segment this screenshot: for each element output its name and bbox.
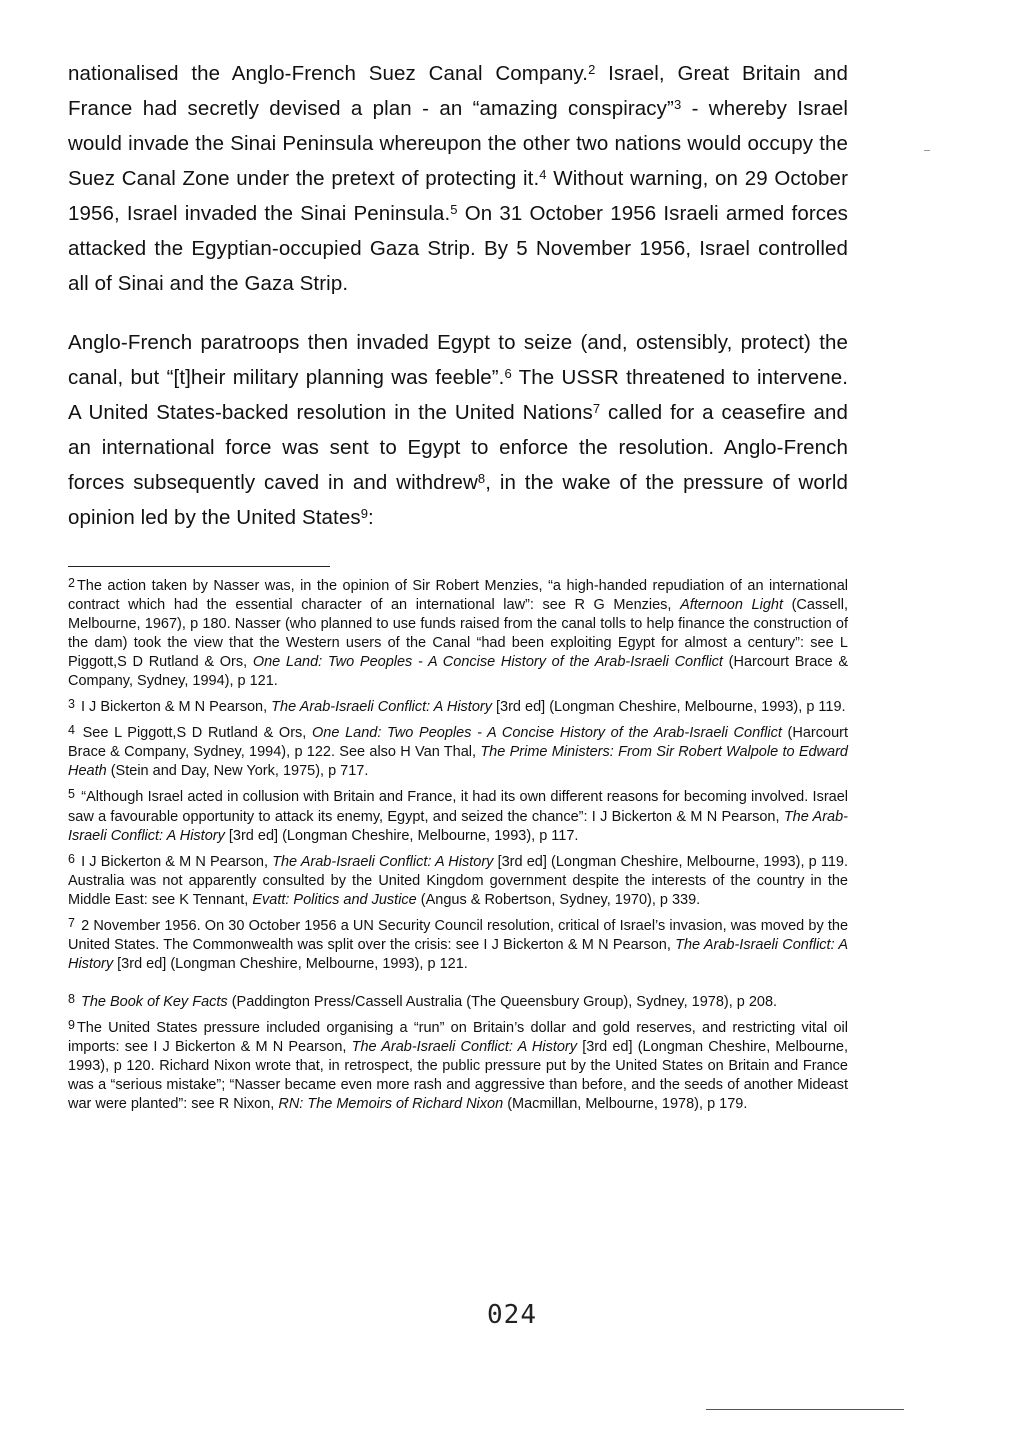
footnote-text: The action taken by Nasser was, in the opinion of Sir Robert Menzies, “a high-handed repudiation of an international contract which had the essential character of an international law”: see R G Menzies, xyxy=(68,578,848,614)
footnote-text: [3rd ed] (Longman Cheshire, Melbourne, 1993), p 119. Australia was not apparently consulted by the United Kingdom government despite the interests of the country in the Middle East: see K Tennant, xyxy=(68,853,848,908)
footnote-ref-3: 3 xyxy=(673,97,682,113)
footnote-text: (Stein and Day, New York, 1975), p 717. xyxy=(106,763,369,780)
body-text-run: : xyxy=(368,506,374,529)
citation-title: One Land: Two Peoples - A Concise History of the Arab-Israeli Conflict xyxy=(252,654,723,671)
scan-line xyxy=(706,1409,904,1410)
body-text-run: The USSR threatened to intervene. A United States-backed resolution in the United Nations xyxy=(68,366,848,424)
footnote-text: [3rd ed] (Longman Cheshire, Melbourne, 1993), p 117. xyxy=(224,827,579,844)
footnote-number: 9 xyxy=(68,1017,75,1032)
footnote-ref-6: 6 xyxy=(504,366,512,382)
citation-title: Evatt: Politics and Justice xyxy=(252,891,417,908)
citation-title: The Prime Ministers: From Sir Robert Walpole to Edward Heath xyxy=(68,744,848,780)
footnote-9 xyxy=(68,1016,848,1114)
footnote-number: 2 xyxy=(68,576,75,590)
body-text-run: Without warning, on 29 October 1956, Israel invaded the Sinai Peninsula. xyxy=(68,167,848,225)
footnote-text: [3rd ed] (Longman Cheshire, Melbourne, 1993), p 121. xyxy=(113,955,468,972)
body-paragraph-2 xyxy=(68,325,848,535)
citation-title: The Arab-Israeli Conflict: A History xyxy=(272,853,494,870)
citation-title: Afternoon Light xyxy=(680,597,783,614)
footnote-3 xyxy=(68,695,848,717)
body-text-run: , in the wake of the pressure of world opinion led by the United States xyxy=(68,471,848,529)
footnote-text: “Although Israel acted in collusion with Britain and France, it had its own different reasons for becoming involved. Israel saw a favourable opportunity to attack its enemy, Egypt, and seized the chance”: I J Bickerton & M N Pearson, xyxy=(68,789,849,825)
footnote-separator xyxy=(68,566,330,567)
body-text-run: On 31 October 1956 Israeli armed forces attacked the Egyptian-occupied Gaza Strip. By 5 November 1956, Israel controlled all of Sinai and the Gaza Strip. xyxy=(68,202,848,295)
body-text-run: called for a ceasefire and an international force was sent to Egypt to enforce the resolution. Anglo-French forces subsequently caved in and withdrew xyxy=(68,401,849,494)
body-paragraph-1 xyxy=(68,56,848,301)
citation-title: The Arab-Israeli Conflict: A History xyxy=(351,1039,578,1055)
footnote-number: 4 xyxy=(68,723,75,738)
footnote-ref-5: 5 xyxy=(450,202,458,218)
body-text-run: - whereby Israel would invade the Sinai Peninsula whereupon the other two nations would occupy the Suez Canal Zone under the pretext of protecting it. xyxy=(68,97,848,190)
footnote-text: (Cassell, Melbourne, 1967), p 180. Nasser (who planned to use funds raised from the canal tolls to help finance the construction of the dam) took the view that the Western users of the Canal “had been exploiting Egypt for almost a century”: see L Piggott,S D Rutland & Ors, xyxy=(68,597,848,671)
footnote-text: [3rd ed] (Longman Cheshire, Melbourne, 1993), p 120. Richard Nixon wrote that, in retrospect, the public pressure put by the United States on Britain and France was a “serious mistake”; “Nasser became even more rash and aggressive than before, and the seeds of another Mideast war were planted”: see R Nixon, xyxy=(68,1039,848,1112)
footnote-ref-2: 2 xyxy=(588,62,596,78)
footnotes xyxy=(68,574,848,1118)
footnote-8 xyxy=(68,990,848,1012)
footnote-number: 8 xyxy=(68,991,75,1006)
footnote-2 xyxy=(68,574,848,691)
footnote-number: 3 xyxy=(68,697,75,712)
footnote-ref-9: 9 xyxy=(360,506,369,522)
footnote-ref-7: 7 xyxy=(592,401,601,417)
page-number: 024 xyxy=(487,1300,537,1330)
body-text-run: Israel, Great Britain and France had secretly devised a plan - an “amazing conspiracy” xyxy=(68,62,848,120)
footnote-6 xyxy=(68,850,848,910)
footnote-text: (Paddington Press/Cassell Australia (The Queensbury Group), Sydney, 1978), p 208. xyxy=(227,993,778,1010)
footnote-ref-4: 4 xyxy=(539,167,547,183)
footnote-number: 6 xyxy=(68,851,75,866)
footnote-number: 7 xyxy=(68,915,75,930)
footnote-ref-8: 8 xyxy=(477,471,486,487)
citation-title: The Arab-Israeli Conflict: A History xyxy=(68,936,848,972)
footnote-text: 2 November 1956. On 30 October 1956 a UN Security Council resolution, critical of Israel’s invasion, was moved by the United States. The Commonwealth was split over the crisis: see I J Bickerton & M N Pearson, xyxy=(68,917,849,953)
footnote-4 xyxy=(68,721,848,781)
footnote-text: (Macmillan, Melbourne, 1978), p 179. xyxy=(503,1096,748,1112)
body-text-run: Anglo-French paratroops then invaded Egypt to seize (and, ostensibly, protect) the canal, but “[t]heir military planning was feeble”. xyxy=(68,331,848,389)
footnote-text: I J Bickerton & M N Pearson, xyxy=(81,853,273,870)
footnote-text: I J Bickerton & M N Pearson, xyxy=(80,699,272,716)
footnote-5 xyxy=(68,785,848,845)
body-text-run: nationalised the Anglo-French Suez Canal Company. xyxy=(68,62,589,85)
footnote-text: (Harcourt Brace & Company, Sydney, 1994), p 122. See also H Van Thal, xyxy=(68,725,848,761)
citation-title: The Arab-Israeli Conflict: A History xyxy=(68,808,849,844)
citation-title: One Land: Two Peoples - A Concise History of the Arab-Israeli Conflict xyxy=(312,725,782,742)
citation-title: The Arab-Israeli Conflict: A History xyxy=(271,699,492,716)
citation-title: The Book of Key Facts xyxy=(80,993,228,1010)
scan-mark xyxy=(924,150,930,151)
footnote-7 xyxy=(68,914,848,974)
footnote-text: The United States pressure included organising a “run” on Britain’s dollar and gold reserves, and restricting vital oil imports: see I J Bickerton & M N Pearson, xyxy=(68,1020,848,1055)
footnote-text: (Harcourt Brace & Company, Sydney, 1994), p 121. xyxy=(68,654,849,690)
footnote-number: 5 xyxy=(68,787,75,802)
citation-title: RN: The Memoirs of Richard Nixon xyxy=(278,1096,504,1112)
footnote-text: See L Piggott,S D Rutland & Ors, xyxy=(82,725,312,742)
footnote-text: (Angus & Robertson, Sydney, 1970), p 339. xyxy=(416,891,701,908)
footnote-text: [3rd ed] (Longman Cheshire, Melbourne, 1993), p 119. xyxy=(491,699,846,716)
